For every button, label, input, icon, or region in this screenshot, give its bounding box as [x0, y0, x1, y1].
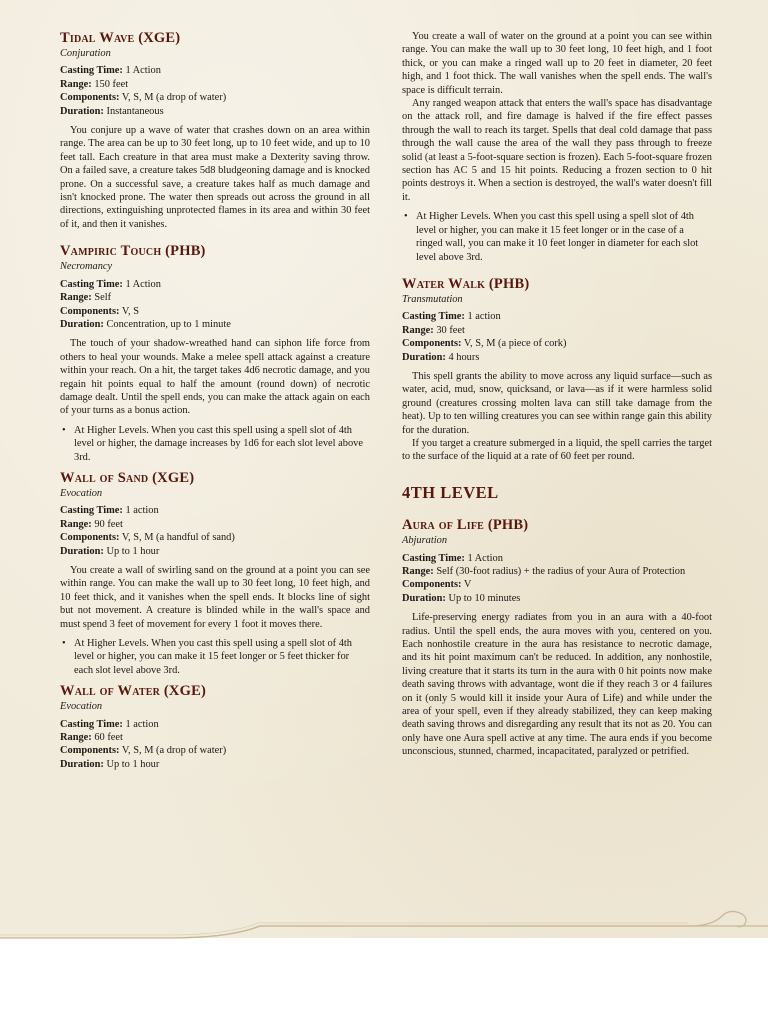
- components-label: Components:: [402, 338, 462, 350]
- components-value: V, S, M (a handful of sand): [121, 532, 235, 544]
- range-value: Self (30-foot radius) + the radius of your Aura of Protection: [436, 566, 686, 577]
- duration-label: Duration:: [402, 351, 446, 363]
- duration-value: Instantaneous: [106, 105, 164, 117]
- description-paragraph: This spell grants the ability to move across any liquid surface—such as water, acid, mud, snow, quicksand, or lava—as if it were harmless solid ground (creatures crossing molten lava can still take damage from the heat). Up to ten willing creatures you can see within range gain this ability for the duration.: [402, 370, 712, 436]
- higher-levels-text: • At Higher Levels. When you cast this spell using a spell slot of 4th level or higher, you can make it 15 feet longer or 5 feet thicker for each slot level above 3rd.: [74, 638, 353, 676]
- duration-value: Up to 1 hour: [106, 545, 160, 557]
- duration: [402, 592, 712, 605]
- casting-time-value: 1 Action: [125, 65, 161, 77]
- range-value: 150 feet: [94, 78, 129, 90]
- duration-value: Up to 1 hour: [106, 758, 160, 770]
- components-label: Components:: [60, 532, 120, 544]
- spell-description: [402, 611, 712, 758]
- description-paragraph: Any ranged weapon attack that enters the wall's space has disadvantage on the attack roll, and fire damage is halved if the fire effect passes through the wall to reach its target. Spells that deal cold damage that pass through the wall cause the area of the wall they pass through to freeze solid (at least a 5-foot-square section is frozen). Each 5-foot-square frozen section has AC 5 and 15 hit points. Reducing a frozen section to 0 hit points destroys it. When a section is destroyed, the wall's water doesn't fill it.: [402, 98, 712, 203]
- duration: [402, 351, 712, 364]
- spell-title: Wall of Sand (XGE): [60, 469, 195, 486]
- duration-label: Duration:: [402, 592, 446, 604]
- duration-label: Duration:: [60, 318, 104, 330]
- description-paragraph: The touch of your shadow-wreathed hand can siphon life force from others to heal your wounds. Make a melee spell attack against a creature within your reach. On a hit, the target takes 4d6 necrotic damage, and you regain hit points equal to half the amount (round down) of necrotic damage dealt. Until the spell ends, you can make the attack again on each of your turns as a bonus action.: [60, 338, 370, 417]
- range-label: Range:: [60, 292, 92, 304]
- duration: [60, 105, 370, 118]
- spell-school: Conjuration: [60, 48, 111, 59]
- range: [60, 78, 370, 91]
- range: [60, 731, 370, 744]
- spell-school: Abjuration: [402, 535, 448, 547]
- spell-tidal-wave: [60, 30, 370, 231]
- spell-school: Necromancy: [60, 261, 113, 273]
- description-paragraph: Life-preserving energy radiates from you in an aura with a 40-foot radius. Until the spell ends, the aura moves with you, centered on you. Each nonhostile creature in the aura has resistance to necrotic damage, and its hit point maximum can't be reduced. In addition, any nonhostile, living creature that it starts its turn in the aura with 0 hit points now make death saving throws with advantage, wont die if they reach 3 or 4 failures on it (only 5 would kill it inside your Aura of Life) and while under the area of your spell, even if they already stabilized, they can keep making death saving throws and disregarding any result that its not as 20. You can only have one Aura spell active at any time. The aura ends if you become unconscious, stunned, charmed, incapacitated, paralyzed or petrified.: [402, 612, 712, 758]
- casting-time-value: 1 Action: [125, 278, 161, 290]
- casting-time: [60, 718, 370, 731]
- spell-aura-of-life: [402, 517, 712, 759]
- components-value: V, S: [121, 305, 140, 317]
- range: [60, 291, 370, 304]
- components: [60, 744, 370, 757]
- casting-time-label: Casting Time:: [60, 718, 123, 730]
- components-label: Components:: [60, 745, 120, 757]
- spell-title: Wall of Water (XGE): [60, 683, 206, 700]
- description-paragraph: You conjure up a wave of water that crashes down on an area within range. The area can be up to 30 feet long, up to 10 feet wide, and up to 10 feet tall. Each creature in that area must make a Dexterity saving throw. On a failed save, a creature takes 5d8 bludgeoning damage and is knocked prone. On a successful save, a creature takes half as much damage and isn't knocked prone. The water then spreads out across the ground in all directions, extinguishing unprotected flames in its area and within 30 feet of it, and then it vanishes.: [60, 125, 370, 230]
- components: [60, 531, 370, 544]
- casting-time: [60, 278, 370, 291]
- spell-school: Evocation: [60, 487, 103, 499]
- components-value: V, S, M (a piece of cork): [463, 338, 567, 350]
- duration-value: Up to 10 minutes: [448, 592, 521, 604]
- range-label: Range:: [60, 78, 92, 90]
- casting-time-label: Casting Time:: [60, 505, 123, 517]
- components: [402, 337, 712, 350]
- spell-description: [402, 370, 712, 464]
- range-label: Range:: [402, 324, 434, 336]
- range-label: Range:: [60, 732, 92, 744]
- components: [60, 305, 370, 318]
- higher-levels-text: • At Higher Levels. When you cast this spell using a spell slot of 4th level or higher, you can make it 15 feet longer or in the case of a ringed wall, you can make it 10 feet longer in diameter for each slot level above 3rd.: [416, 211, 699, 263]
- components-label: Components:: [60, 305, 120, 317]
- range-label: Range:: [402, 566, 434, 577]
- range-value: 60 feet: [94, 732, 123, 744]
- casting-time-value: 1 Action: [467, 552, 503, 564]
- casting-time-value: 1 action: [467, 311, 501, 323]
- casting-time-value: 1 action: [125, 505, 159, 517]
- description-paragraph: You create a wall of swirling sand on the ground at a point you can see within range. You can make the wall up to 30 feet long, 10 feet high, and 10 feet thick, and it vanishes when the spell ends. It blocks line of sight but not movement. A creature is blinded while in the wall's space and must spend 3 feet of movement for every 1 foot it moves there.: [60, 565, 370, 630]
- casting-time: [402, 552, 712, 565]
- page-footer-ornament: [0, 888, 768, 948]
- range-value: Self: [94, 292, 112, 304]
- spell-title: Water Walk (PHB): [402, 275, 530, 292]
- casting-time-label: Casting Time:: [60, 278, 123, 290]
- range: [60, 518, 370, 531]
- description-paragraph: You create a wall of water on the ground at a point you can see within range. You can make the wall up to 30 feet long, 10 feet high, and 1 foot thick, or you can make a ringed wall up to 20 feet in diameter, 20 feet high, and 1 foot thick. The wall vanishes when the spell ends. The wall's space is difficult terrain.: [402, 31, 712, 96]
- higher-levels-bullet: [402, 210, 712, 264]
- duration-label: Duration:: [60, 105, 104, 117]
- right-column: [402, 30, 712, 765]
- spell-description: [60, 337, 370, 417]
- casting-time-label: Casting Time:: [60, 65, 123, 77]
- spell-school: Evocation: [60, 701, 103, 713]
- spell-description: [60, 564, 370, 631]
- components: [402, 578, 712, 591]
- level-heading: 4TH LEVEL: [402, 482, 499, 502]
- spell-wall-of-sand: [60, 470, 370, 677]
- casting-time-label: Casting Time:: [402, 552, 465, 564]
- spell-water-walk: [402, 276, 712, 464]
- components-value: V, S, M (a drop of water): [121, 745, 227, 757]
- duration-value: 4 hours: [448, 351, 480, 363]
- duration-label: Duration:: [60, 758, 104, 770]
- duration-value: Concentration, up to 1 minute: [106, 318, 231, 330]
- components-label: Components:: [402, 579, 462, 591]
- spell-description: [60, 124, 370, 231]
- higher-levels-bullet: [60, 637, 370, 677]
- casting-time: [60, 64, 370, 77]
- casting-time: [60, 504, 370, 517]
- left-column: [60, 30, 370, 771]
- spell-title: Aura of Life (PHB): [402, 517, 529, 534]
- duration: [60, 545, 370, 558]
- range: [402, 324, 712, 337]
- higher-levels-bullet: [60, 424, 370, 464]
- range: [402, 565, 712, 578]
- description-paragraph: If you target a creature submerged in a liquid, the spell carries the target to the surface of the liquid at a rate of 60 feet per round.: [402, 437, 712, 463]
- range-value: 30 feet: [436, 324, 465, 336]
- spell-wall-of-water: [60, 683, 370, 771]
- duration: [60, 318, 370, 331]
- components-label: Components:: [60, 92, 120, 104]
- casting-time: [402, 310, 712, 323]
- higher-levels-text: • At Higher Levels. When you cast this spell using a spell slot of 4th level or higher, the damage increases by 1d6 for each slot level above 3rd.: [74, 424, 363, 463]
- spell-description: [402, 30, 712, 204]
- components-value: V, S, M (a drop of water): [121, 92, 227, 104]
- casting-time-label: Casting Time:: [402, 311, 465, 323]
- range-label: Range:: [60, 518, 92, 530]
- spell-vampiric-touch: [60, 243, 370, 464]
- components: [60, 91, 370, 104]
- casting-time-value: 1 action: [125, 718, 159, 730]
- range-value: 90 feet: [94, 518, 123, 530]
- components-value: V: [463, 579, 472, 591]
- duration-label: Duration:: [60, 545, 104, 557]
- spell-title: Vampiric Touch (PHB): [60, 243, 206, 260]
- spell-wall-of-water-continued: [402, 30, 712, 264]
- duration: [60, 758, 370, 771]
- spell-school: Transmutation: [402, 293, 463, 305]
- spell-title: Tidal Wave (XGE): [60, 30, 181, 46]
